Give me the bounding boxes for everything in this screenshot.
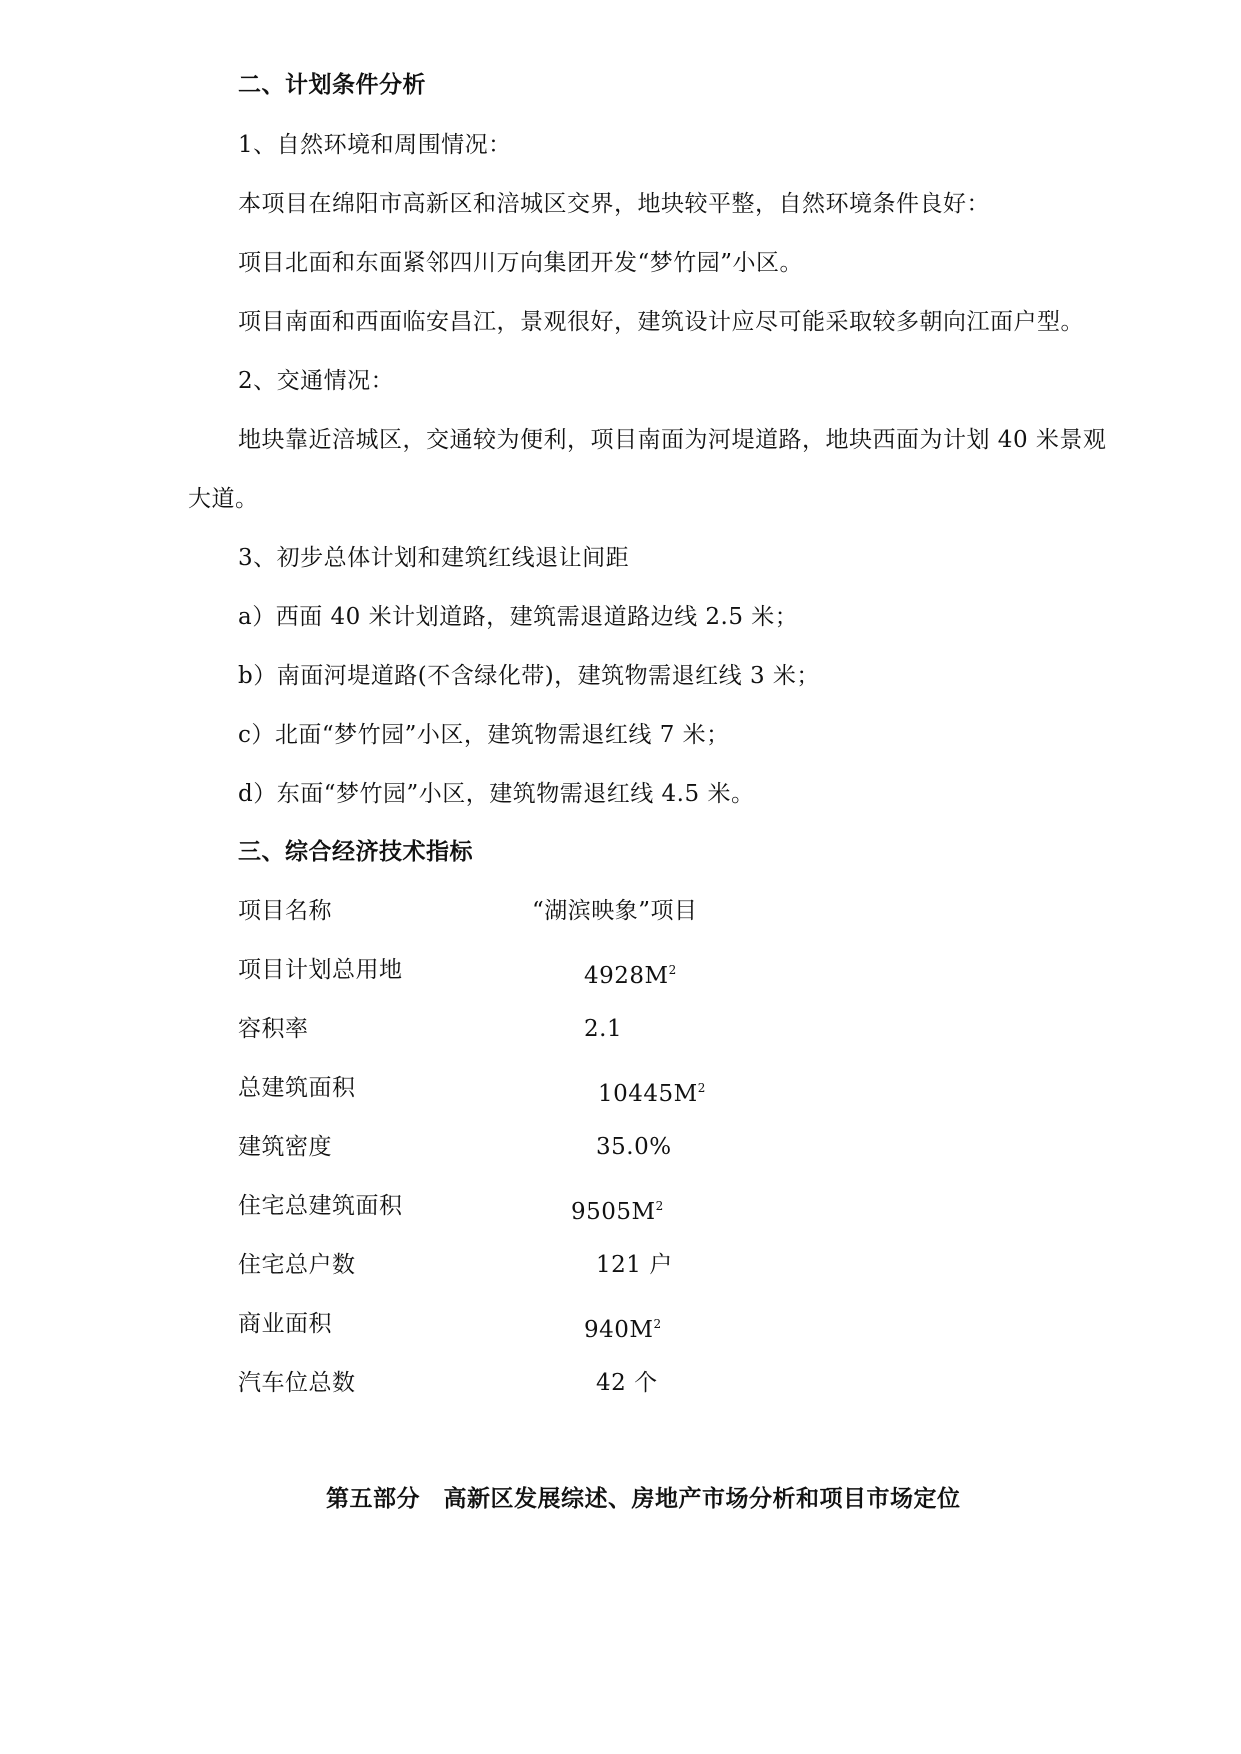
index-value-residential-area: $9505M^2$: [571, 1199, 664, 1225]
index-label-total-floor-area: 总建筑面积: [238, 1075, 356, 1101]
index-value-project-name: “湖滨映象”项目: [532, 898, 698, 924]
index-label-parking: 汽车位总数: [238, 1370, 356, 1396]
subsection2-title: 2、交通情况：: [238, 368, 395, 394]
part5-title: 第五部分 高新区发展综述、房地产市场分析和项目市场定位: [326, 1486, 961, 1512]
setback-item-d: d）东面“梦竹园”小区，建筑物需退红线 4.5 米。: [238, 781, 755, 807]
index-value-building-density: 35.0%: [596, 1134, 672, 1160]
paragraph-traffic-line2: 大道。: [188, 486, 259, 512]
index-value-plot-ratio: 2.1: [584, 1016, 623, 1042]
index-label-building-density: 建筑密度: [238, 1134, 332, 1160]
paragraph-traffic-line1: 地块靠近涪城区，交通较为便利，项目南面为河堤道路，地块西面为计划 40 米景观: [238, 427, 1107, 453]
index-label-project-name: 项目名称: [238, 898, 332, 924]
paragraph-location: 本项目在绵阳市高新区和涪城区交界，地块较平整，自然环境条件良好：: [238, 191, 990, 217]
index-label-total-land: 项目计划总用地: [238, 957, 403, 983]
subsection1-title: 1、自然环境和周围情况：: [238, 132, 512, 158]
index-label-commercial-area: 商业面积: [238, 1311, 332, 1337]
subsection3-title: 3、初步总体计划和建筑红线退让间距: [238, 545, 630, 571]
index-value-commercial-area: $940M^2$: [584, 1317, 662, 1343]
section3-heading: 三、综合经济技术指标: [238, 839, 473, 865]
index-value-total-land: $4928M^2$: [584, 963, 677, 989]
index-label-residential-area: 住宅总建筑面积: [238, 1193, 403, 1219]
index-label-plot-ratio: 容积率: [238, 1016, 309, 1042]
index-value-total-floor-area: $10445M^2$: [598, 1081, 706, 1107]
section2-heading: 二、计划条件分析: [238, 72, 426, 98]
setback-item-c: c）北面“梦竹园”小区，建筑物需退红线 7 米；: [238, 722, 730, 748]
setback-item-b: b）南面河堤道路(不含绿化带)，建筑物需退红线 3 米；: [238, 663, 820, 689]
paragraph-north-east: 项目北面和东面紧邻四川万向集团开发“梦竹园”小区。: [238, 250, 804, 276]
index-value-households: 121 户: [596, 1252, 673, 1278]
paragraph-south-west: 项目南面和西面临安昌江，景观很好，建筑设计应尽可能采取较多朝向江面户型。: [238, 309, 1084, 335]
setback-item-a: a）西面 40 米计划道路，建筑需退道路边线 2.5 米；: [238, 604, 799, 630]
index-label-households: 住宅总户数: [238, 1252, 356, 1278]
index-value-parking: 42 个: [596, 1370, 658, 1396]
